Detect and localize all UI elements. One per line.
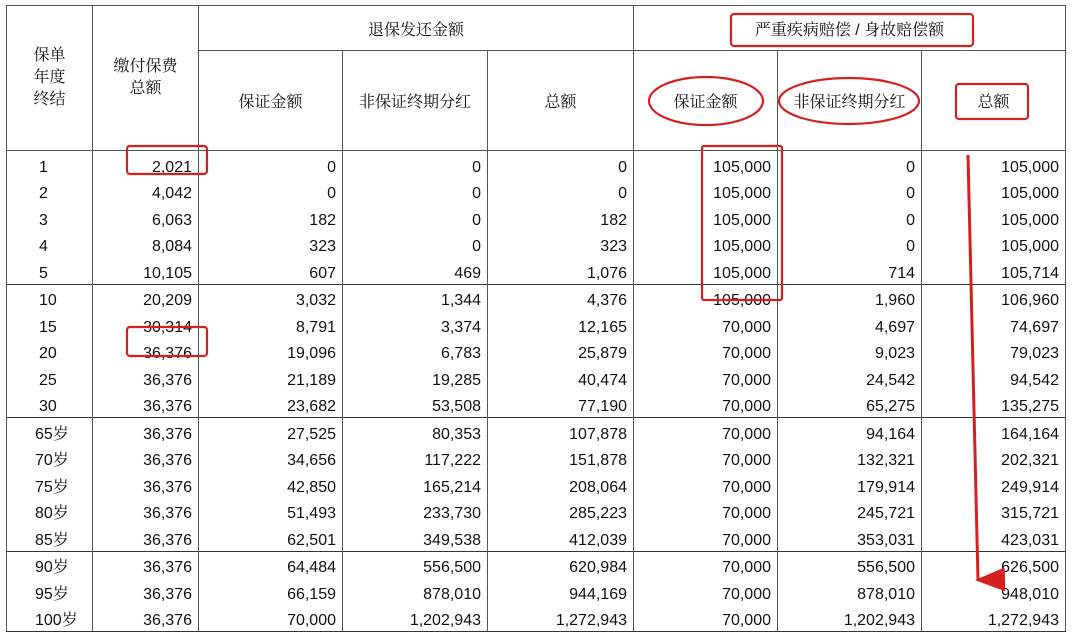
table-row	[7, 178, 1066, 205]
table-row	[7, 498, 1066, 525]
cell-premium-paid: 6,063	[93, 204, 199, 231]
cell-surrender-bonus: 233,730	[343, 498, 488, 525]
cell-premium-paid: 36,376	[93, 364, 199, 391]
cell-claim-bonus: 9,023	[778, 338, 922, 365]
cell-premium-paid: 36,376	[93, 578, 199, 605]
table-row	[7, 311, 1066, 338]
cell-policy-year: 85岁	[7, 524, 93, 551]
table-row	[7, 391, 1066, 418]
cell-surrender-guaranteed: 70,000	[199, 605, 343, 632]
header-policy-year	[7, 6, 93, 151]
cell-premium-paid: 36,376	[93, 391, 199, 418]
cell-claim-bonus: 1,202,943	[778, 605, 922, 632]
cell-claim-guaranteed: 70,000	[634, 605, 778, 632]
cell-claim-guaranteed: 70,000	[634, 471, 778, 498]
cell-claim-guaranteed: 70,000	[634, 578, 778, 605]
cell-surrender-guaranteed: 27,525	[199, 418, 343, 445]
cell-claim-bonus: 1,960	[778, 284, 922, 311]
cell-claim-guaranteed: 70,000	[634, 445, 778, 472]
cell-claim-guaranteed: 105,000	[634, 204, 778, 231]
cell-claim-bonus: 0	[778, 231, 922, 258]
table-row	[7, 338, 1066, 365]
cell-policy-year: 65岁	[7, 418, 93, 445]
cell-claim-bonus: 714	[778, 257, 922, 284]
header-surrender-guaranteed: 保证金额	[199, 51, 343, 151]
cell-claim-total: 202,321	[922, 445, 1066, 472]
cell-policy-year: 90岁	[7, 551, 93, 578]
cell-policy-year: 80岁	[7, 498, 93, 525]
cell-premium-paid: 36,376	[93, 471, 199, 498]
cell-premium-paid: 36,376	[93, 445, 199, 472]
cell-surrender-total: 12,165	[488, 311, 634, 338]
cell-policy-year: 4	[7, 231, 93, 258]
cell-claim-total: 106,960	[922, 284, 1066, 311]
cell-surrender-total: 77,190	[488, 391, 634, 418]
cell-surrender-guaranteed: 64,484	[199, 551, 343, 578]
cell-policy-year: 25	[7, 364, 93, 391]
cell-claim-guaranteed: 70,000	[634, 338, 778, 365]
cell-surrender-guaranteed: 3,032	[199, 284, 343, 311]
table-row	[7, 257, 1066, 284]
header-surrender-group: 退保发还金额	[199, 6, 634, 51]
cell-claim-guaranteed: 70,000	[634, 524, 778, 551]
cell-premium-paid: 36,376	[93, 551, 199, 578]
cell-claim-total: 105,000	[922, 178, 1066, 205]
cell-surrender-bonus: 469	[343, 257, 488, 284]
cell-surrender-guaranteed: 0	[199, 151, 343, 178]
cell-claim-guaranteed: 105,000	[634, 284, 778, 311]
cell-claim-total: 105,000	[922, 231, 1066, 258]
cell-surrender-bonus: 19,285	[343, 364, 488, 391]
cell-policy-year: 20	[7, 338, 93, 365]
cell-surrender-bonus: 0	[343, 178, 488, 205]
cell-claim-guaranteed: 70,000	[634, 551, 778, 578]
cell-premium-paid: 8,084	[93, 231, 199, 258]
cell-claim-total: 135,275	[922, 391, 1066, 418]
header-claim-total: 总额	[922, 51, 1066, 151]
header-policy-year-label: 保单 年度 终结	[33, 47, 66, 108]
cell-surrender-total: 620,984	[488, 551, 634, 578]
cell-claim-guaranteed: 105,000	[634, 178, 778, 205]
cell-premium-paid: 10,105	[93, 257, 199, 284]
cell-surrender-total: 412,039	[488, 524, 634, 551]
cell-surrender-guaranteed: 34,656	[199, 445, 343, 472]
cell-surrender-guaranteed: 607	[199, 257, 343, 284]
table-row	[7, 151, 1066, 178]
cell-claim-guaranteed: 70,000	[634, 364, 778, 391]
header-claim-bonus: 非保证终期分红	[778, 51, 922, 151]
table-row	[7, 418, 1066, 445]
cell-surrender-total: 25,879	[488, 338, 634, 365]
cell-policy-year: 10	[7, 284, 93, 311]
cell-surrender-total: 182	[488, 204, 634, 231]
cell-premium-paid: 30,314	[93, 311, 199, 338]
cell-surrender-total: 40,474	[488, 364, 634, 391]
cell-surrender-bonus: 80,353	[343, 418, 488, 445]
cell-claim-guaranteed: 70,000	[634, 311, 778, 338]
cell-claim-total: 105,000	[922, 204, 1066, 231]
table-row	[7, 578, 1066, 605]
cell-claim-total: 164,164	[922, 418, 1066, 445]
table-row	[7, 524, 1066, 551]
cell-claim-bonus: 179,914	[778, 471, 922, 498]
cell-surrender-guaranteed: 62,501	[199, 524, 343, 551]
cell-premium-paid: 4,042	[93, 178, 199, 205]
cell-claim-total: 1,272,943	[922, 605, 1066, 632]
cell-surrender-guaranteed: 8,791	[199, 311, 343, 338]
cell-surrender-guaranteed: 19,096	[199, 338, 343, 365]
cell-surrender-bonus: 117,222	[343, 445, 488, 472]
table-row	[7, 284, 1066, 311]
cell-claim-bonus: 556,500	[778, 551, 922, 578]
cell-claim-bonus: 24,542	[778, 364, 922, 391]
cell-policy-year: 5	[7, 257, 93, 284]
cell-surrender-total: 0	[488, 178, 634, 205]
cell-premium-paid: 36,376	[93, 524, 199, 551]
cell-surrender-guaranteed: 23,682	[199, 391, 343, 418]
cell-premium-paid: 36,376	[93, 498, 199, 525]
cell-claim-bonus: 0	[778, 151, 922, 178]
cell-policy-year: 30	[7, 391, 93, 418]
cell-surrender-bonus: 0	[343, 204, 488, 231]
cell-surrender-guaranteed: 42,850	[199, 471, 343, 498]
cell-surrender-total: 208,064	[488, 471, 634, 498]
cell-claim-total: 105,000	[922, 151, 1066, 178]
cell-claim-bonus: 0	[778, 204, 922, 231]
header-premium-paid-label: 缴付保费 总额	[113, 58, 178, 97]
cell-surrender-bonus: 0	[343, 151, 488, 178]
cell-claim-bonus: 4,697	[778, 311, 922, 338]
cell-surrender-bonus: 878,010	[343, 578, 488, 605]
cell-policy-year: 75岁	[7, 471, 93, 498]
cell-surrender-total: 4,376	[488, 284, 634, 311]
header-claim-group: 严重疾病赔偿 / 身故赔偿额	[634, 6, 1066, 51]
benefit-illustration-table	[6, 5, 1066, 632]
cell-claim-bonus: 353,031	[778, 524, 922, 551]
cell-policy-year: 3	[7, 204, 93, 231]
cell-claim-guaranteed: 70,000	[634, 498, 778, 525]
cell-claim-total: 249,914	[922, 471, 1066, 498]
cell-surrender-total: 285,223	[488, 498, 634, 525]
cell-surrender-total: 1,076	[488, 257, 634, 284]
cell-surrender-bonus: 349,538	[343, 524, 488, 551]
cell-premium-paid: 36,376	[93, 605, 199, 632]
cell-claim-total: 105,714	[922, 257, 1066, 284]
cell-claim-bonus: 94,164	[778, 418, 922, 445]
cell-policy-year: 2	[7, 178, 93, 205]
cell-surrender-bonus: 1,202,943	[343, 605, 488, 632]
cell-policy-year: 70岁	[7, 445, 93, 472]
cell-surrender-total: 0	[488, 151, 634, 178]
table-row	[7, 471, 1066, 498]
cell-claim-guaranteed: 105,000	[634, 151, 778, 178]
cell-claim-total: 94,542	[922, 364, 1066, 391]
cell-claim-total: 626,500	[922, 551, 1066, 578]
cell-claim-bonus: 132,321	[778, 445, 922, 472]
cell-claim-guaranteed: 105,000	[634, 231, 778, 258]
table-body	[7, 151, 1066, 632]
cell-claim-bonus: 0	[778, 178, 922, 205]
table-row	[7, 605, 1066, 632]
cell-policy-year: 15	[7, 311, 93, 338]
cell-surrender-bonus: 0	[343, 231, 488, 258]
cell-surrender-guaranteed: 182	[199, 204, 343, 231]
cell-claim-guaranteed: 105,000	[634, 257, 778, 284]
cell-premium-paid: 20,209	[93, 284, 199, 311]
cell-claim-total: 948,010	[922, 578, 1066, 605]
header-surrender-bonus: 非保证终期分红	[343, 51, 488, 151]
cell-policy-year: 100岁	[7, 605, 93, 632]
header-surrender-total: 总额	[488, 51, 634, 151]
cell-claim-guaranteed: 70,000	[634, 418, 778, 445]
cell-surrender-guaranteed: 51,493	[199, 498, 343, 525]
cell-claim-total: 315,721	[922, 498, 1066, 525]
cell-claim-guaranteed: 70,000	[634, 391, 778, 418]
table-row	[7, 551, 1066, 578]
cell-claim-total: 74,697	[922, 311, 1066, 338]
cell-premium-paid: 36,376	[93, 418, 199, 445]
cell-claim-bonus: 65,275	[778, 391, 922, 418]
cell-surrender-total: 1,272,943	[488, 605, 634, 632]
cell-surrender-bonus: 3,374	[343, 311, 488, 338]
table-row	[7, 204, 1066, 231]
cell-surrender-bonus: 556,500	[343, 551, 488, 578]
cell-surrender-bonus: 6,783	[343, 338, 488, 365]
cell-claim-bonus: 878,010	[778, 578, 922, 605]
cell-policy-year: 1	[7, 151, 93, 178]
cell-surrender-bonus: 1,344	[343, 284, 488, 311]
header-claim-guaranteed: 保证金额	[634, 51, 778, 151]
table-row	[7, 445, 1066, 472]
cell-policy-year: 95岁	[7, 578, 93, 605]
cell-surrender-total: 151,878	[488, 445, 634, 472]
cell-premium-paid: 2,021	[93, 151, 199, 178]
cell-surrender-total: 107,878	[488, 418, 634, 445]
cell-premium-paid: 36,376	[93, 338, 199, 365]
cell-surrender-guaranteed: 21,189	[199, 364, 343, 391]
cell-claim-total: 423,031	[922, 524, 1066, 551]
cell-surrender-guaranteed: 323	[199, 231, 343, 258]
cell-surrender-guaranteed: 66,159	[199, 578, 343, 605]
header-premium-paid	[93, 6, 199, 151]
table-row	[7, 364, 1066, 391]
table-row	[7, 231, 1066, 258]
cell-surrender-total: 944,169	[488, 578, 634, 605]
cell-surrender-bonus: 53,508	[343, 391, 488, 418]
cell-surrender-guaranteed: 0	[199, 178, 343, 205]
cell-surrender-bonus: 165,214	[343, 471, 488, 498]
cell-claim-total: 79,023	[922, 338, 1066, 365]
cell-surrender-total: 323	[488, 231, 634, 258]
cell-claim-bonus: 245,721	[778, 498, 922, 525]
